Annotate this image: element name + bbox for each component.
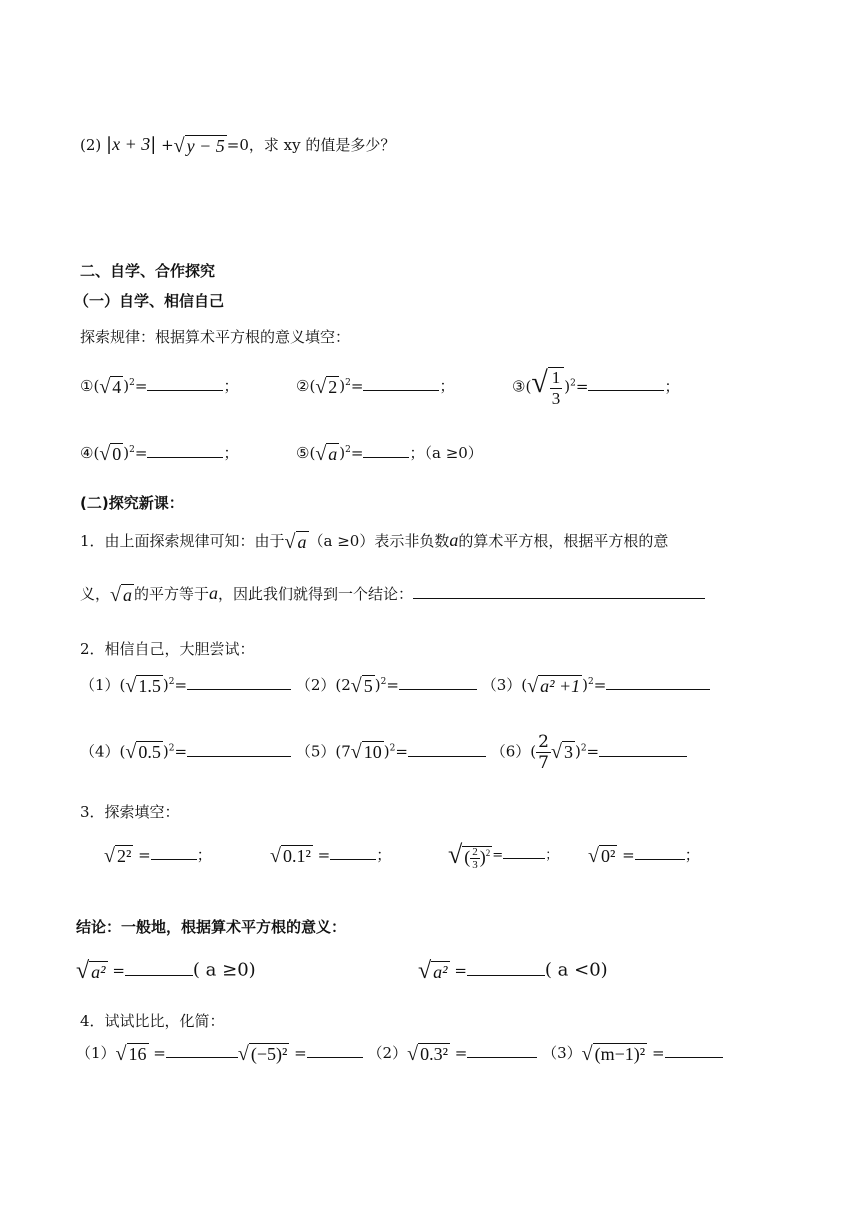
paragraph-2: 2．相信自己，大胆尝试： — [80, 640, 255, 658]
answer-blank[interactable] — [147, 443, 223, 458]
section-title: 二、自学、合作探究 — [80, 262, 216, 280]
explore-row-c: √ ( $\frac{2}{3}$ )$^2$ = ； — [448, 840, 559, 872]
conclusion-title: 结论：一般地，根据算术平方根的意义： — [76, 918, 347, 936]
explore-row-b: √ 0.1² = ； — [270, 844, 392, 867]
item-3: ③(√ $\frac{1}{3}$ )$^2$= ； — [512, 366, 680, 408]
answer-blank[interactable] — [307, 1043, 363, 1058]
answer-blank[interactable] — [503, 844, 545, 859]
item-5: ⑤(√ a )$^2$= ；（a ≥0） — [296, 442, 483, 465]
item-1: ①(√ 4 )$^2$= ； — [80, 375, 239, 398]
paragraph-3: 3．探索填空： — [80, 803, 180, 821]
answer-blank[interactable] — [408, 742, 486, 757]
explore-row-d: √ 0² = ； — [588, 844, 700, 867]
conclusion-left: √ a² = ( a ≥0) — [76, 958, 256, 984]
answer-blank[interactable] — [635, 845, 685, 860]
try-row-2: （4）(√ 0.5 )$^2$= （5）(7√ 10 )$^2$= （6）( $\frac{2}{7}$ √ 3 )$^2$= — [80, 732, 687, 773]
sqrt-y-expr: √ y − 5 — [173, 134, 225, 157]
problem-label: (2) — [80, 136, 102, 154]
item-4: ④(√ 0 )$^2$= ； — [80, 442, 239, 465]
answer-blank[interactable] — [151, 845, 197, 860]
problem-2: (2) |x + 3| +√ y − 5 =0，求 xy 的值是多少？ — [80, 134, 396, 157]
answer-blank[interactable] — [125, 961, 193, 976]
problem-tail: =0，求 xy 的值是多少？ — [226, 136, 396, 154]
paragraph-1b: 义，√ a 的平方等于a，因此我们就得到一个结论： — [80, 583, 705, 607]
simplify-row: （1）√ 16 = √ (−5)² = （2）√ 0.3² = （3）√ (m−1)² = — [76, 1042, 723, 1066]
answer-blank[interactable] — [166, 1043, 238, 1058]
explore-intro: 探索规律：根据算术平方根的意义填空： — [80, 328, 351, 346]
answer-blank[interactable] — [588, 376, 664, 391]
answer-blank[interactable] — [187, 675, 291, 690]
answer-blank[interactable] — [363, 376, 439, 391]
try-row-1: （1）(√ 1.5 )$^2$= （2）(2√ 5 )$^2$= （3）(√ a² +1 )$^2$= — [80, 674, 710, 698]
answer-blank[interactable] — [467, 961, 545, 976]
answer-blank[interactable] — [606, 675, 710, 690]
paragraph-1a: 1．由上面探索规律可知：由于√ a （a ≥0）表示非负数a的算术平方根，根据平方根的意 — [80, 530, 669, 553]
paragraph-4: 4．试试比比，化简： — [80, 1012, 225, 1030]
conclusion-blank[interactable] — [413, 584, 705, 599]
subsection-2-title: (二)探究新课： — [80, 494, 184, 512]
answer-blank[interactable] — [187, 742, 291, 757]
answer-blank[interactable] — [147, 376, 223, 391]
answer-blank[interactable] — [363, 443, 409, 458]
subsection-title: （一）自学、相信自己 — [74, 292, 225, 310]
answer-blank[interactable] — [330, 845, 376, 860]
answer-blank[interactable] — [665, 1043, 723, 1058]
answer-blank[interactable] — [467, 1043, 537, 1058]
answer-blank[interactable] — [599, 742, 687, 757]
item-2: ②(√ 2 )$^2$= ； — [296, 375, 455, 398]
abs-expression: x + 3 — [112, 134, 151, 154]
explore-row: √ 2² = ； — [104, 844, 212, 867]
fill-row-1 — [80, 375, 238, 399]
conclusion-right: √ a² = ( a <0) — [418, 958, 608, 984]
answer-blank[interactable] — [399, 675, 477, 690]
